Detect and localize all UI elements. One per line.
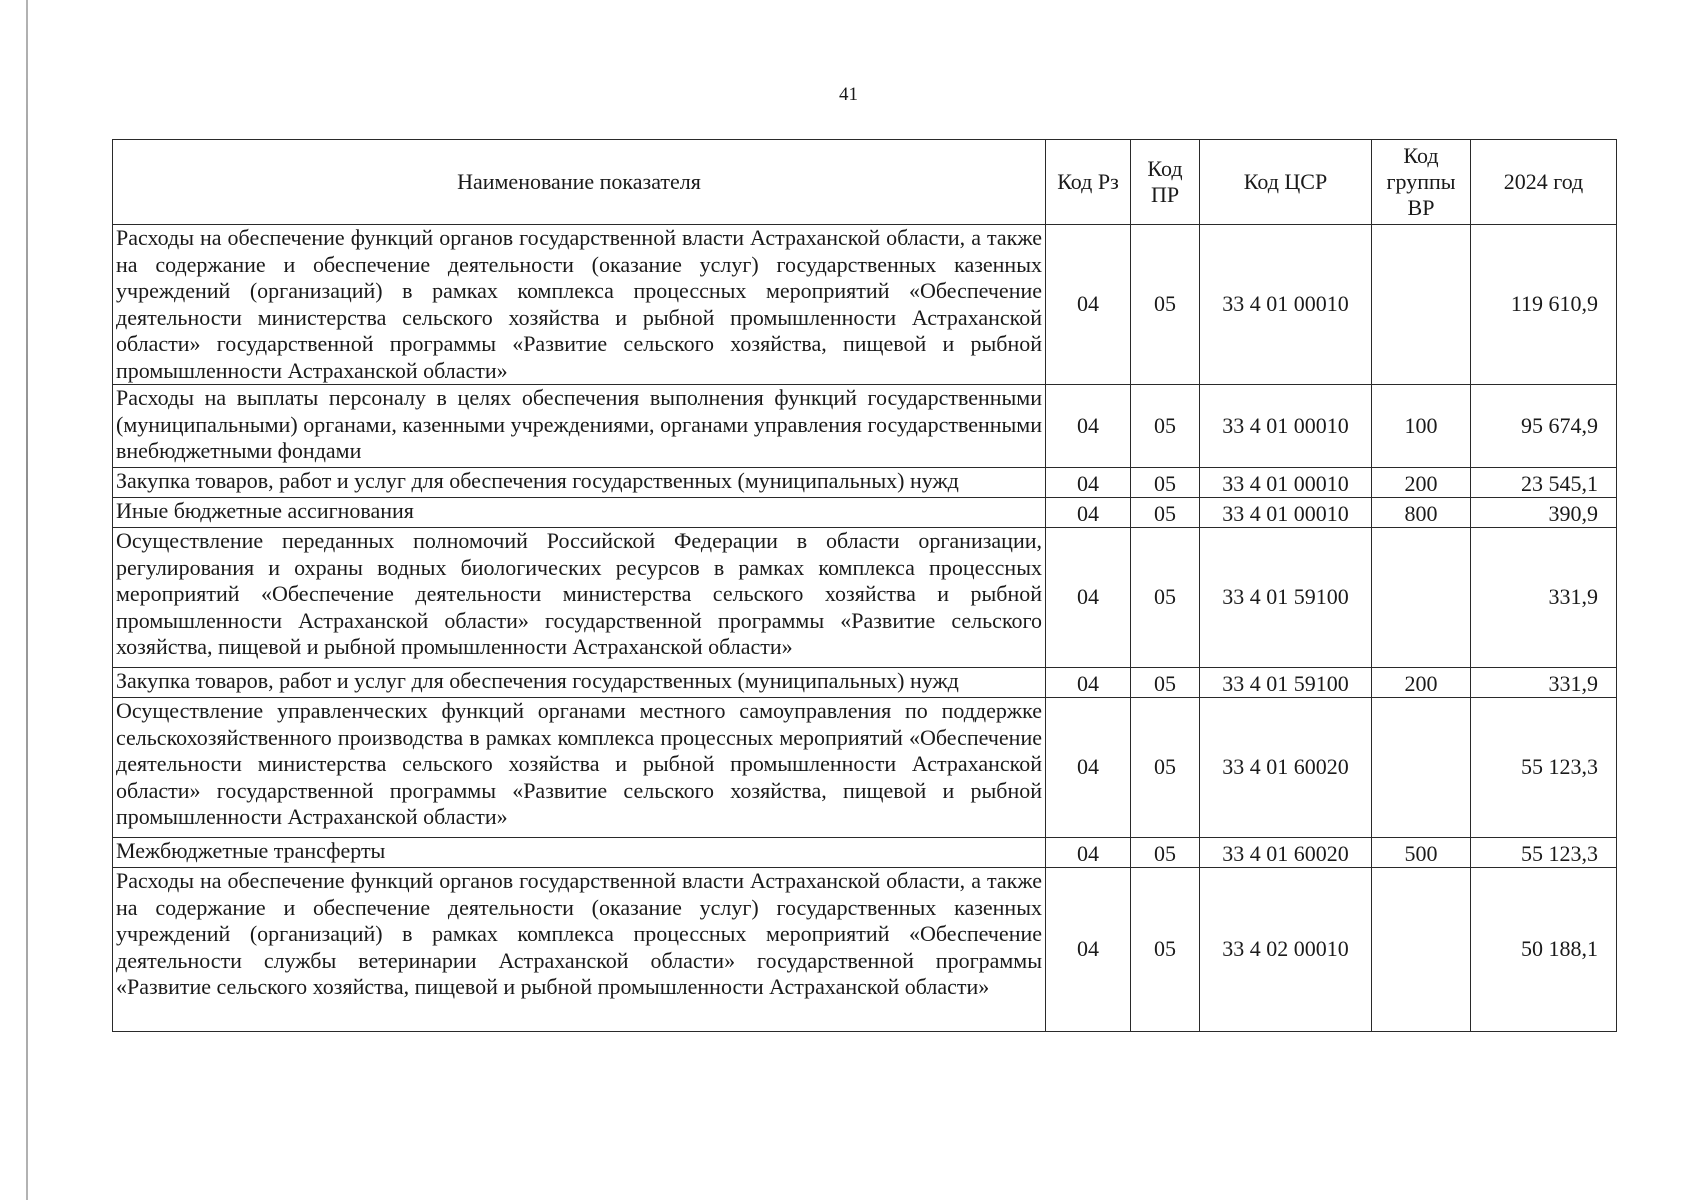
table-row xyxy=(113,668,1617,698)
header-csr: Код ЦСР xyxy=(1200,140,1372,225)
scan-edge-line xyxy=(26,0,28,1200)
table-row xyxy=(113,698,1617,838)
row-rz: 04 xyxy=(1046,528,1131,668)
header-pr: Код ПР xyxy=(1131,140,1200,225)
row-vr xyxy=(1372,698,1471,838)
row-vr xyxy=(1372,868,1471,1032)
row-vr: 200 xyxy=(1372,668,1471,698)
row-amount: 331,9 xyxy=(1471,528,1617,668)
table-row xyxy=(113,868,1617,1032)
row-csr: 33 4 01 60020 xyxy=(1200,698,1372,838)
row-rz: 04 xyxy=(1046,838,1131,868)
table-header xyxy=(113,140,1617,225)
row-rz: 04 xyxy=(1046,468,1131,498)
row-csr: 33 4 02 00010 xyxy=(1200,868,1372,1032)
row-vr: 500 xyxy=(1372,838,1471,868)
header-year: 2024 год xyxy=(1471,140,1617,225)
header-vr: Код группы ВР xyxy=(1372,140,1471,225)
row-amount: 50 188,1 xyxy=(1471,868,1617,1032)
row-csr: 33 4 01 00010 xyxy=(1200,225,1372,385)
row-rz: 04 xyxy=(1046,868,1131,1032)
row-csr: 33 4 01 00010 xyxy=(1200,498,1372,528)
row-amount: 390,9 xyxy=(1471,498,1617,528)
row-name: Расходы на обеспечение функций органов государственной власти Астраханской области, а также на содержание и обеспечение деятельности (оказание услуг) государственных казенных учреждений (организаций) в рамках комплекса процессных мероприятий «Обеспечение деятельности министерства сельского хозяйства и рыбной промышленности Астраханской области» государственной программы «Развитие сельского хозяйства, пищевой и рыбной промышленности Астраханской области» xyxy=(113,225,1046,385)
row-pr: 05 xyxy=(1131,225,1200,385)
row-name: Расходы на обеспечение функций органов государственной власти Астраханской области, а также на содержание и обеспечение деятельности (оказание услуг) государственных казенных учреждений (организаций) в рамках комплекса процессных мероприятий «Обеспечение деятельности службы ветеринарии Астраханской области» государственной программы «Развитие сельского хозяйства, пищевой и рыбной промышленности Астраханской области» xyxy=(113,868,1046,1032)
row-rz: 04 xyxy=(1046,225,1131,385)
row-pr: 05 xyxy=(1131,498,1200,528)
row-name: Расходы на выплаты персоналу в целях обеспечения выполнения функций государственными (муниципальными) органами, казенными учреждениями, органами управления государственными внебюджетными фондами xyxy=(113,385,1046,468)
row-amount: 55 123,3 xyxy=(1471,698,1617,838)
row-vr: 100 xyxy=(1372,385,1471,468)
row-vr xyxy=(1372,528,1471,668)
row-name: Закупка товаров, работ и услуг для обеспечения государственных (муниципальных) нужд xyxy=(113,668,1046,698)
row-pr: 05 xyxy=(1131,838,1200,868)
table-row xyxy=(113,225,1617,385)
row-vr: 800 xyxy=(1372,498,1471,528)
header-name: Наименование показателя xyxy=(113,140,1046,225)
row-name: Межбюджетные трансферты xyxy=(113,838,1046,868)
row-amount: 95 674,9 xyxy=(1471,385,1617,468)
row-amount: 119 610,9 xyxy=(1471,225,1617,385)
row-amount: 23 545,1 xyxy=(1471,468,1617,498)
table-row xyxy=(113,385,1617,468)
row-rz: 04 xyxy=(1046,668,1131,698)
row-pr: 05 xyxy=(1131,868,1200,1032)
row-vr xyxy=(1372,225,1471,385)
table-row xyxy=(113,468,1617,498)
row-rz: 04 xyxy=(1046,385,1131,468)
table-row xyxy=(113,838,1617,868)
budget-table xyxy=(112,139,1617,1032)
row-pr: 05 xyxy=(1131,698,1200,838)
header-rz: Код Рз xyxy=(1046,140,1131,225)
row-amount: 331,9 xyxy=(1471,668,1617,698)
table-row xyxy=(113,498,1617,528)
table-body xyxy=(113,225,1617,1032)
row-vr: 200 xyxy=(1372,468,1471,498)
page-number: 41 xyxy=(839,84,858,105)
row-name: Осуществление переданных полномочий Российской Федерации в области организации, регулирования и охраны водных биологических ресурсов в рамках комплекса процессных мероприятий «Обеспечение деятельности министерства сельского хозяйства и рыбной промышленности Астраханской области» государственной программы «Развитие сельского хозяйства, пищевой и рыбной промышленности Астраханской области» xyxy=(113,528,1046,668)
row-csr: 33 4 01 60020 xyxy=(1200,838,1372,868)
row-pr: 05 xyxy=(1131,468,1200,498)
table-row xyxy=(113,528,1617,668)
row-name: Закупка товаров, работ и услуг для обеспечения государственных (муниципальных) нужд xyxy=(113,468,1046,498)
header-row xyxy=(113,140,1617,225)
row-name: Осуществление управленческих функций органами местного самоуправления по поддержке сельскохозяйственного производства в рамках комплекса процессных мероприятий «Обеспечение деятельности министерства сельского хозяйства и рыбной промышленности Астраханской области» государственной программы «Развитие сельского хозяйства, пищевой и рыбной промышленности Астраханской области» xyxy=(113,698,1046,838)
row-pr: 05 xyxy=(1131,385,1200,468)
row-csr: 33 4 01 59100 xyxy=(1200,528,1372,668)
row-name: Иные бюджетные ассигнования xyxy=(113,498,1046,528)
row-pr: 05 xyxy=(1131,528,1200,668)
row-rz: 04 xyxy=(1046,498,1131,528)
row-csr: 33 4 01 00010 xyxy=(1200,468,1372,498)
row-amount: 55 123,3 xyxy=(1471,838,1617,868)
row-csr: 33 4 01 59100 xyxy=(1200,668,1372,698)
row-pr: 05 xyxy=(1131,668,1200,698)
row-csr: 33 4 01 00010 xyxy=(1200,385,1372,468)
row-rz: 04 xyxy=(1046,698,1131,838)
